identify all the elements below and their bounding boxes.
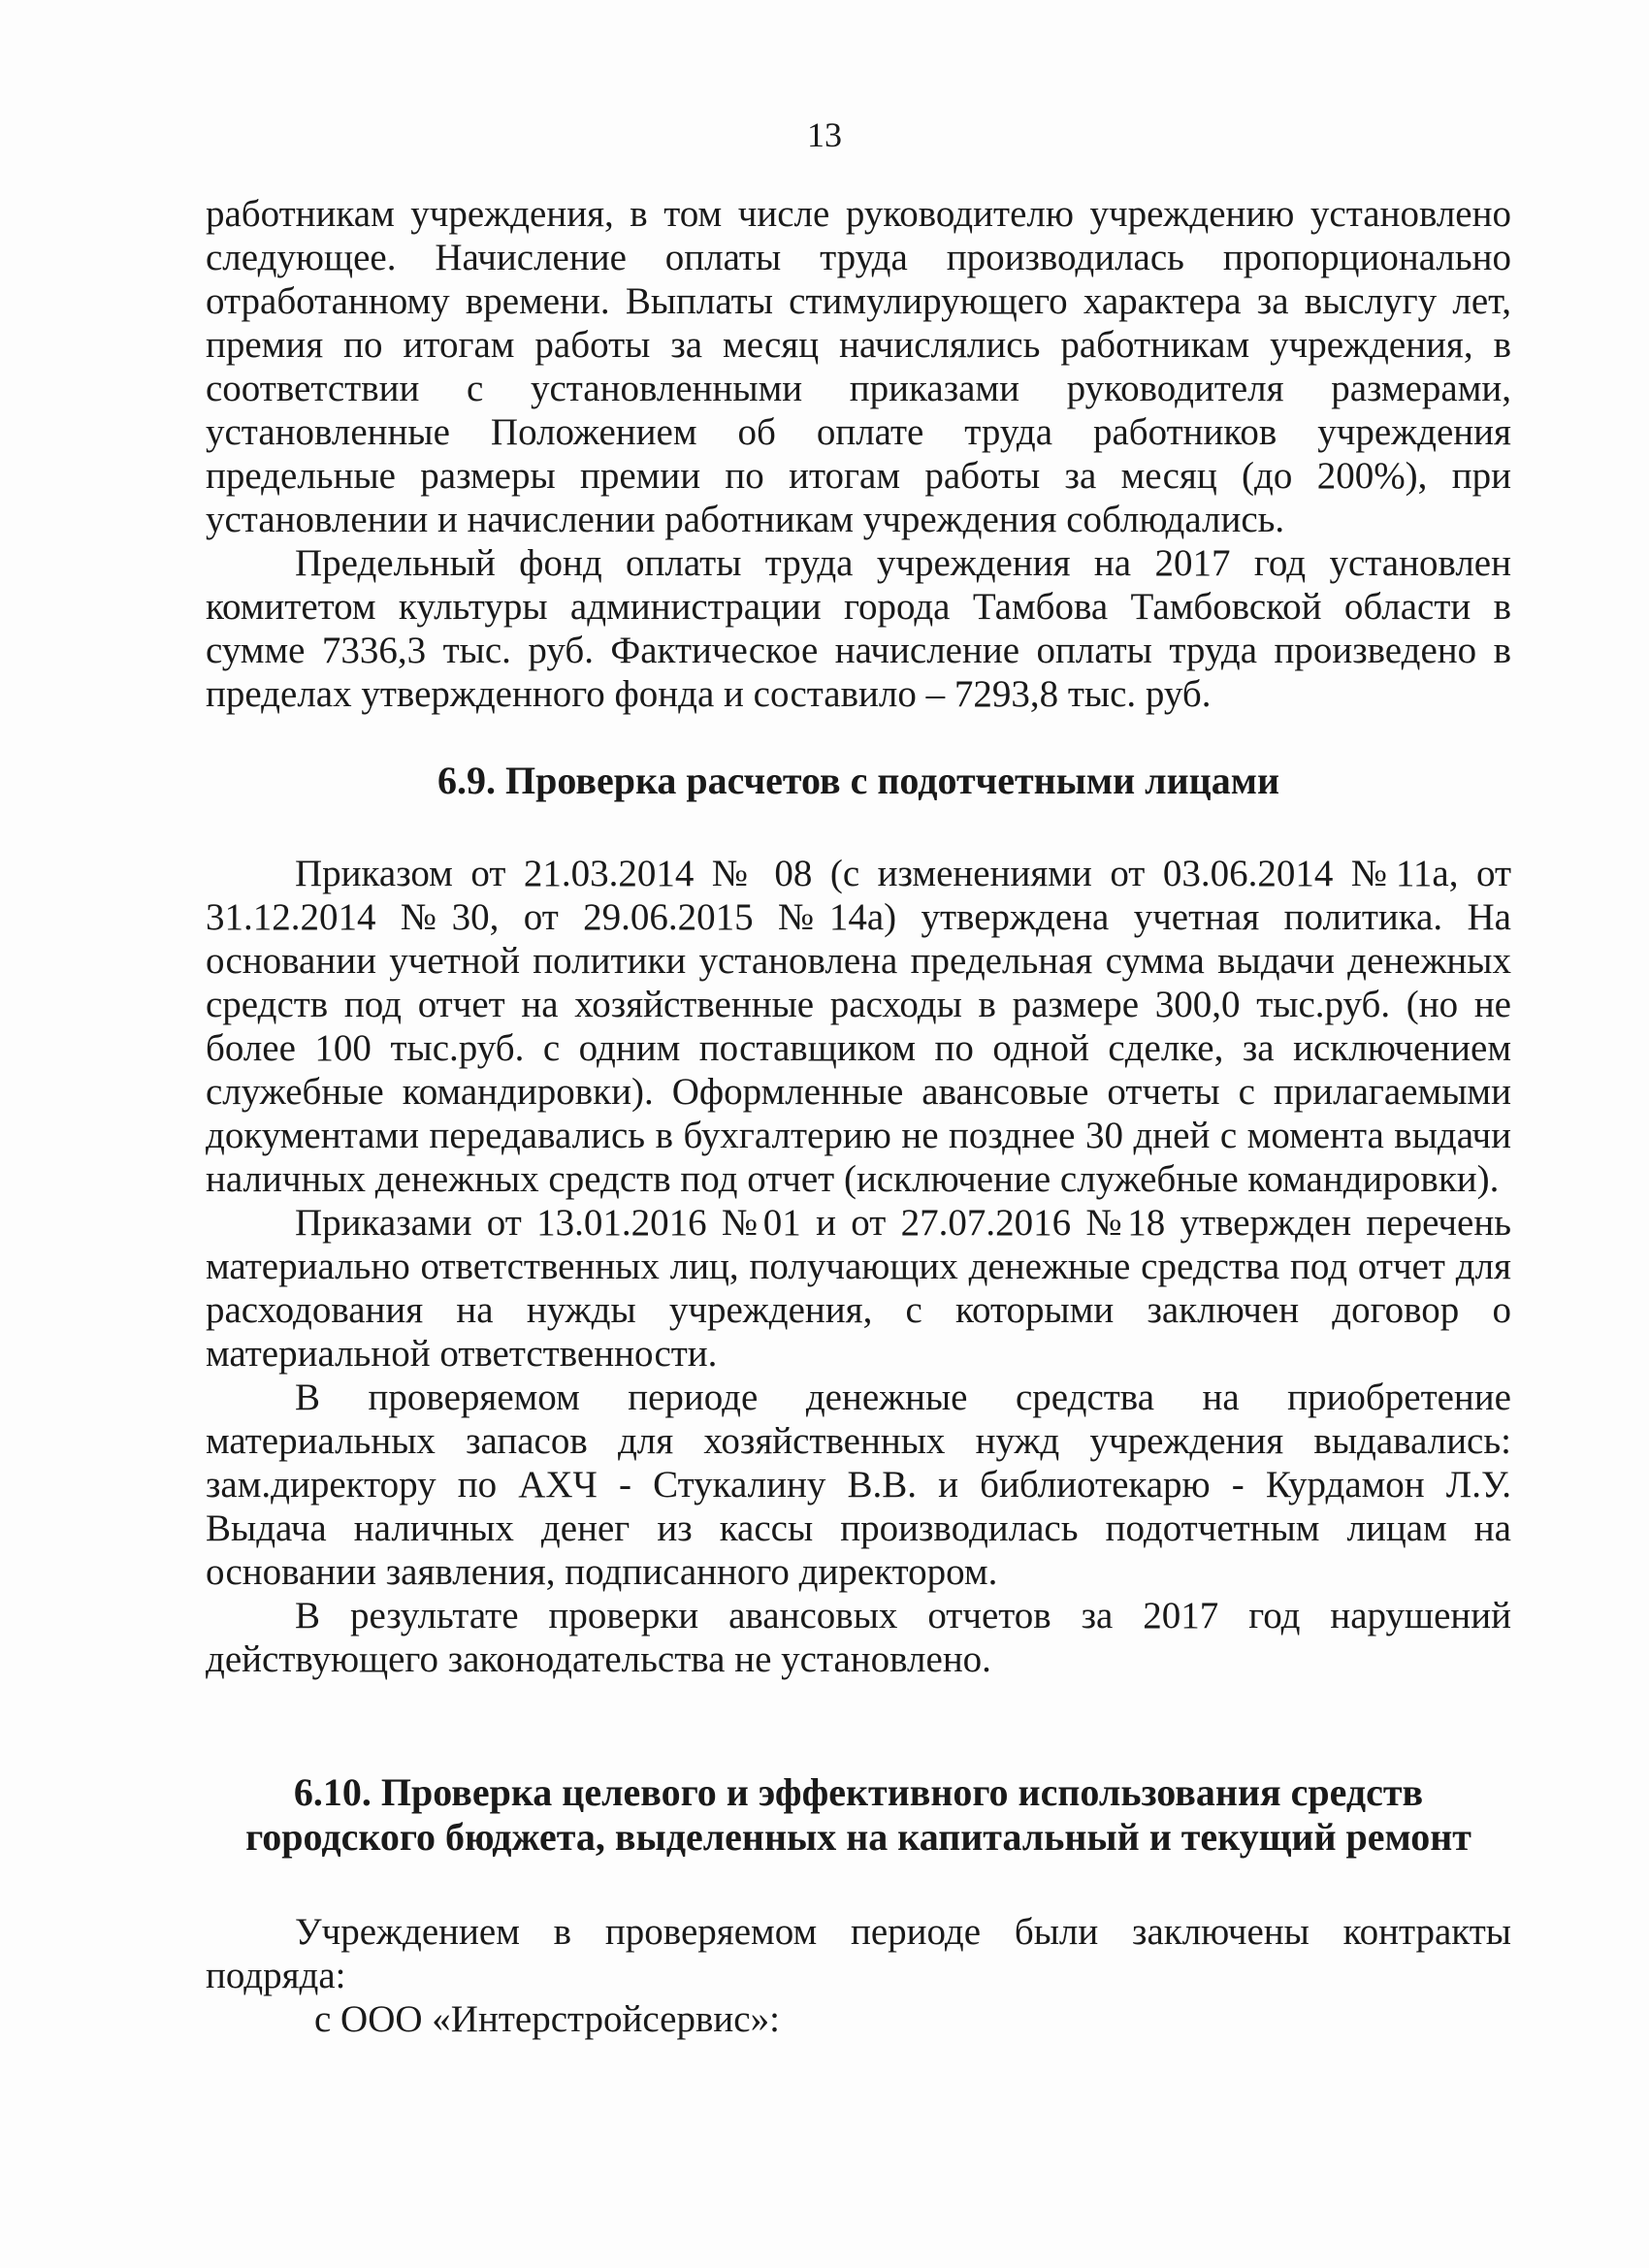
paragraph-contracts: Учреждением в проверяемом периоде были заключены контракты подряда: — [206, 1911, 1511, 1996]
paragraph-wage-fund: Предельный фонд оплаты труда учреждения на 2017 год установлен комитетом культуры администрации города Тамбова Тамбовской области в сумме 7336,3 тыс. руб. Фактическое начисление оплаты труда произведено в пределах утвержденного фонда и составило – 7293,8 тыс. руб. — [206, 542, 1511, 715]
section-6-10-heading-line-1: 6.10. Проверка целевого и эффективного использования средств — [293, 1770, 1424, 1814]
paragraph-responsible-persons: Приказами от 13.01.2016 №01 и от 27.07.2016 №18 утвержден перечень материально ответственных лиц, получающих денежные средства под отчет для расходования на нужды учреждения, с которыми заключен договор о материальной ответственности. — [206, 1202, 1511, 1375]
page-content — [206, 192, 1511, 2041]
paragraph-remuneration-continued: работникам учреждения, в том числе руководителю учреждению установлено следующее. Начисление оплаты труда производилась пропорционально отработанному времени. Выплаты стимулирующего характера за выслугу лет, премия по итогам работы за месяц начислялись работникам учреждения, в соответствии с установленными приказами руководителя размерами, установленные Положением об оплате труда работников учреждения предельные размеры премии по итогам работы за месяц (до 200%), при установлении и начислении работникам учреждения соблюдались. — [206, 193, 1511, 540]
page-number: 13 — [807, 115, 842, 154]
section-6-10-heading — [206, 1770, 1511, 1860]
paragraph-audit-result: В результате проверки авансовых отчетов за 2017 год нарушений действующего законодательства не установлено. — [206, 1595, 1511, 1680]
section-6-9-heading: 6.9. Проверка расчетов с подотчетными лицами — [436, 759, 1279, 802]
paragraph-accounting-policy: Приказом от 21.03.2014 № 08 (с изменениями от 03.06.2014 №11а, от 31.12.2014 №30, от 29.06.2015 №14а) утверждена учетная политика. На основании учетной политики установлена предельная сумма выдачи денежных средств под отчет на хозяйственные расходы в размере 300,0 тыс.руб. (но не более 100 тыс.руб. с одним поставщиком по одной сделке, за исключением служебные командировки). Оформленные авансовые отчеты с прилагаемыми документами передавались в бухгалтерию не позднее 30 дней с момента выдачи наличных денежных средств под отчет (исключение служебные командировки). — [206, 853, 1511, 1200]
contractor-line: с ООО «Интерстройсервис»: — [314, 1998, 780, 2040]
section-6-10-heading-line-2: городского бюджета, выделенных на капитальный и текущий ремонт — [245, 1815, 1471, 1859]
paragraph-funds-issued: В проверяемом периоде денежные средства на приобретение материальных запасов для хозяйственных нужд учреждения выдавались: зам.директору по АХЧ - Стукалину В.В. и библиотекарю - Курдамон Л.У. Выдача наличных денег из кассы производилась подотчетным лицам на основании заявления, подписанного директором. — [206, 1377, 1511, 1593]
